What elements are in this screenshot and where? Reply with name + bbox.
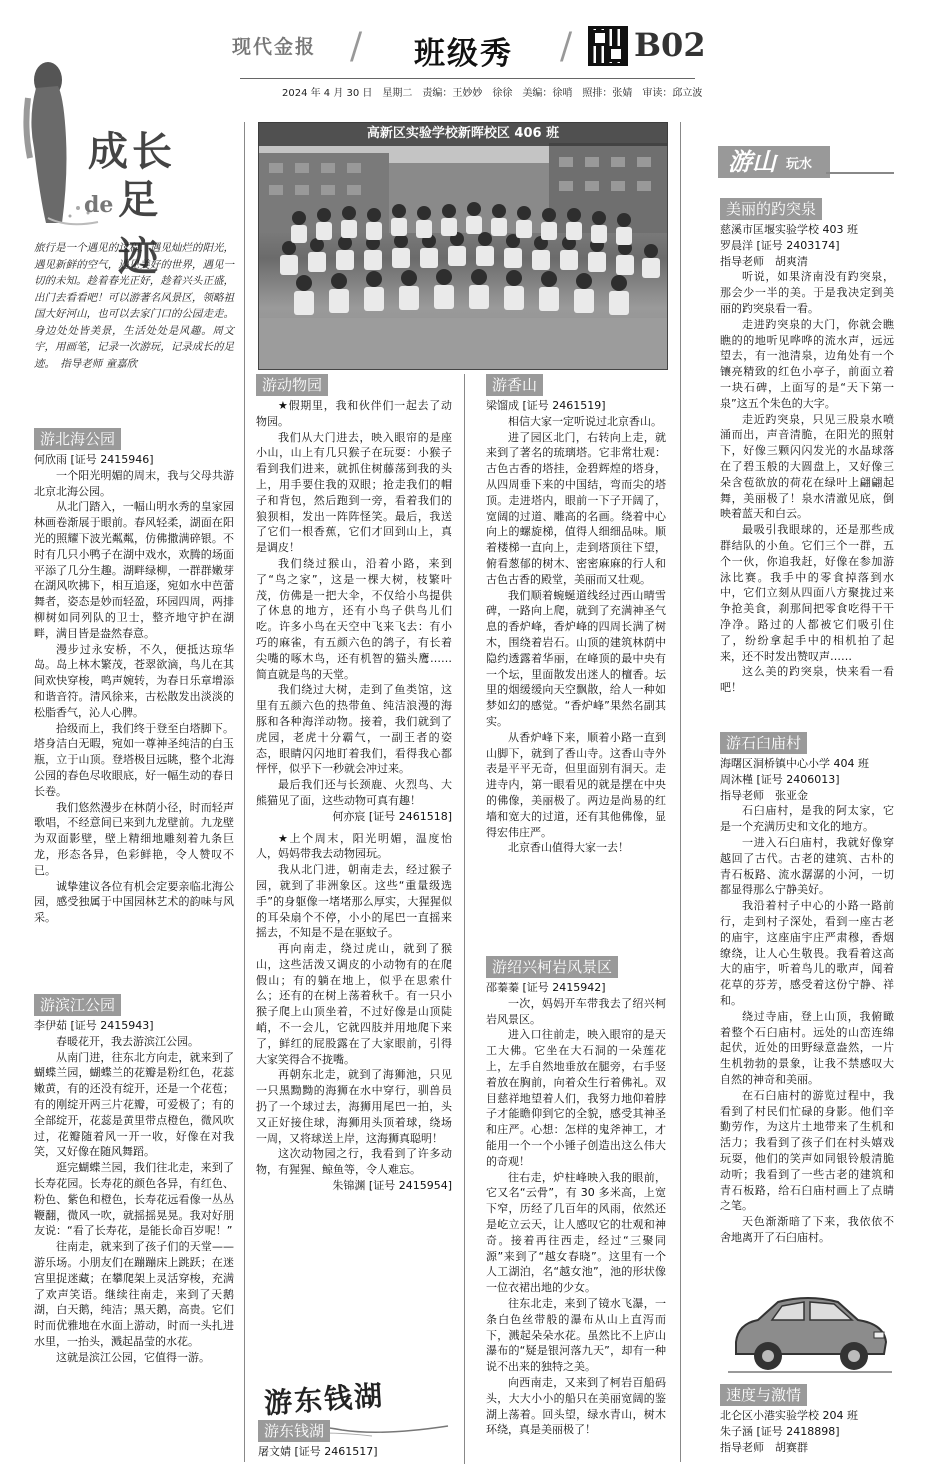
paragraph: 一个阳光明媚的周末，我与父母共游北京北海公园。 <box>34 468 234 498</box>
paragraph: 拾级而上，我们终于登至白塔脚下。塔身洁白无暇，宛如一尊神圣纯洁的白玉瓶，立于山顶。登塔极目远眺，整个北海公园的春色尽收眼底，好一幅生动的春日长卷。 <box>34 721 234 798</box>
byline-author: 罗晨洋 [证号 2403174] <box>720 238 840 252</box>
page-title: 班级秀 <box>414 36 513 72</box>
article-shaoxing <box>486 956 666 1438</box>
section-tag-binjiang: 游滨江公园 <box>34 994 121 1016</box>
paragraph: 听说，如果济南没有趵突泉，那会少一半的美。于是我决定到美丽的趵突泉看一看。 <box>720 270 894 315</box>
paragraph: 我们顺着蜿蜒道线经过西山晴雪碑，一路向上爬，就到了充满神圣气息的香炉峰，香炉峰的四周长满了树木，围绕着岩石。山顶的建筑林荫中隐约透露着华丽，在峰顶的最中央有一个坛，里面散发出迷人的檀香。坛里的烟缓缓向天空飘散，给人一种如梦如幻的感觉。“香炉峰”果然名副其实。 <box>486 588 666 728</box>
paragraph: ★上个周末，阳光明媚，温度怡人，妈妈带我去动物园玩。 <box>256 831 452 861</box>
paragraph: 在石臼庙村的游览过程中，我看到了村民们忙碌的身影。他们辛勤劳作，为这片土地带来了生机和活力；我看到了孩子们在村头嬉戏玩耍，他们的笑声如同银铃般清脆动听；我看到了一些古老的建筑和青石板路，给石臼庙村画上了点睛之笔。 <box>720 1088 894 1213</box>
byline-teacher: 指导老师 胡爽清 <box>720 254 808 268</box>
article-beihai <box>34 428 234 926</box>
title-de: de <box>84 192 114 218</box>
title-growth: 成长 <box>88 128 176 175</box>
paragraph: 相信大家一定听说过北京香山。 <box>508 414 662 428</box>
section-tag-baotuquan: 美丽的趵突泉 <box>720 198 822 220</box>
byline-teacher: 指导老师 胡赛群 <box>720 1440 808 1454</box>
paragraph: 我们从大门进去，映入眼帘的是座小山，山上有几只猴子在玩耍：小猴子看到我们进来，就抓住树藤荡到我的头上，用手要住我的双眼；抢走我们的帽子和背包，然后跑到一旁，看着我们的狼狈相，发出一阵阵怪笑。最后，我送了它们一根香蕉，它们才回到山上，真是调皮！ <box>256 430 452 555</box>
paragraph: 北京香山值得大家一去！ <box>508 841 629 855</box>
byline: 邵蓁蓁 [证号 2415942] <box>486 981 606 994</box>
paragraph: 往南走，就来到了孩子们的天堂——游乐场。小朋友们在蹦蹦床上跳跃；在迷宫里捉迷藏；在攀爬架上灵活穿梭，充满了欢声笑语。继续往南走，来到了天鹅湖，白天鹅，纯洁；黑天鹅，高贵。它们时而优雅地在水面上游动，时而一头扎进水里，一抬头，溅起晶莹的水花。 <box>34 1240 234 1348</box>
page-code: B02 <box>634 26 706 64</box>
paragraph: 我们悠然漫步在林荫小径，时而轻声歌唱，不经意间已来到九龙壁前。九龙壁为双面影壁，壁上精细地雕刻着九条巨龙，形态各异，色彩鲜艳，令人赞叹不已。 <box>34 800 234 877</box>
paragraph: 一次，妈妈开车带我去了绍兴柯岩风景区。 <box>486 996 666 1026</box>
paragraph: 向西南走，又来到了柯岩百船码头，大大小小的船只在美丽宽阔的鉴湖上荡着。回头望，绿水青山，树木环绕，真是美丽极了！ <box>486 1375 666 1437</box>
paragraph: 绕过寺庙，登上山顶，我俯瞰着整个石臼庙村。远处的山峦连绵起伏，近处的田野绿意盎然，一片生机勃勃的景象，让我不禁感叹大自然的神奇和美丽。 <box>720 1009 894 1086</box>
section-tag-shaoxing: 游绍兴柯岩风景区 <box>486 956 618 978</box>
article-dongwuyuan <box>256 374 452 1194</box>
paragraph: 我们绕过猴山，沿着小路，来到了“鸟之家”，这是一棵大树，枝繁叶茂，仿佛是一把大伞，不仅给小鸟提供了休息的地方，还有小鸟子供鸟儿们吃。许多小鸟在天空中飞来飞去：有小巧的麻雀，有五颜六色的鸽子，有长着尖嘴的啄木鸟，还有机智的猫头鹰……简直就是鸟的天堂。 <box>256 556 452 681</box>
paragraph: 漫步过永安桥，不久，便抵达琼华岛。岛上林木繁茂，苍翠欲滴，鸟儿在其间欢快穿梭，鸣声婉转，为春日乐章增添和谐音符。清风徐来，古松散发出淡淡的松脂香气，沁人心脾。 <box>34 642 234 719</box>
column-divider <box>680 122 681 1462</box>
byline-school: 北仑区小港实验学校 204 班 <box>720 1409 858 1422</box>
class-group-photo <box>258 122 668 370</box>
article-sudu <box>720 1384 894 1455</box>
banner-rule <box>826 172 894 174</box>
paragraph: 这次动物园之行，我看到了许多动物，有猩猩、鲸鱼等，令人难忘。 <box>256 1147 452 1177</box>
column-divider <box>244 122 245 1462</box>
paragraph: 再朝东北走，就到了海狮池，只见一只黑黝黝的海狮在水中穿行，驯兽员扔了一个球过去，海狮用尾巴一拍，头又正好接住球，海狮用头顶着球，绕场一周，又将球送上岸，这海狮真聪明！ <box>256 1068 452 1145</box>
paragraph: 进入口往前走，映入眼帘的是天工大佛。它坐在大石洞的一朵莲花上，左手自然地垂放在腿旁，右手竖着放在胸前，向着众生行着佛礼。双目慈祥地望着人们，我努力地仰着脖子才能瞻仰到它的全貌，感受其神圣和庄严。心想：怎样的鬼斧神工，才能用一个一个小锤子创造出这么伟大的奇观！ <box>486 1028 666 1168</box>
paragraph: 进了园区北门，右转向上走，就来到了著名的琉璃塔。它非常壮观：古色古香的塔挂，金碧辉煌的塔身，从四周垂下来的中国结，弯而尖的塔顶。走进塔内，眼前一下子开阔了，宽阔的过道、雕高的名画。绕着中心向上的螺旋梯，值得人细细品味。顺着楼梯一直向上，走到塔顶往下望，俯看葱郁的树木、密密麻麻的行人和古色古香的殿堂，美丽而又壮观。 <box>486 430 666 586</box>
title-footprints: 足迹 <box>118 176 162 280</box>
paragraph: 再向南走，绕过虎山，就到了猴山，这些活泼又调皮的小动物有的在爬假山；有的躺在地上，似乎在思索什么；还有的在树上荡着秋千。有一只小猴子爬上山顶坐着，不过好像是山顶陡峭，不一会儿，它就四肢并用地爬下来了，鲜红的屁股露在了大家眼前，引得大家笑得合不拢嘴。 <box>256 942 452 1066</box>
paragraph: 这么美的趵突泉，快来看一看吧！ <box>720 665 894 695</box>
section-banner-youshan: 游山 <box>718 146 830 178</box>
signature: 何亦宸 [证号 2461518] <box>332 809 452 823</box>
article-xiangshan <box>486 374 666 856</box>
section-tag-beihai: 游北海公园 <box>34 428 121 450</box>
byline-author: 朱子涵 [证号 2418898] <box>720 1424 840 1438</box>
paragraph: 最吸引我眼球的，还是那些成群结队的小鱼。它们三个一群，五个一伙，你追我赶，好像在参加游泳比赛。我手中的零食掉落到水中，它们立刻从四面八方聚拢过来争抢美食，刹那间把零食吃得干干净净。路过的人都被它们吸引住了，纷纷拿起手中的相机拍了起来，还不时发出赞叹声…… <box>720 523 894 663</box>
header-slash: / <box>350 26 363 67</box>
section-banner-sub: 玩水 <box>786 157 813 172</box>
paragraph: 春暖花开，我去游滨江公园。 <box>56 1034 199 1048</box>
newspaper-name: 现代金报 <box>232 36 317 58</box>
class-photo-scene <box>259 123 668 370</box>
byline-author: 周沐槿 [证号 2406013] <box>720 772 840 786</box>
page-credits: 2024 年 4 月 30 日 星期二 责编：王妙妙 徐徐 美编：徐哨 照排：张婧 审读：邱立波 <box>282 88 703 99</box>
paragraph: 往东北走，来到了镜水飞瀑，一条白色丝带般的瀑布从山上直泻而下，溅起朵朵水花。虽然比不上庐山瀑布的“疑是银河落九天”，却有一种说不出来的独特之美。 <box>486 1296 666 1374</box>
car-drawing <box>728 1272 892 1380</box>
qr-code-icon[interactable] <box>588 26 628 66</box>
paragraph: 一进入石臼庙村，我就好像穿越回了古代。古老的建筑、古朴的青石板路、流水潺潺的小河，一切都显得那么宁静美好。 <box>720 835 894 897</box>
byline: 梁馏成 [证号 2461519] <box>486 399 606 412</box>
paragraph: 最后我们还与长颈鹿、火烈鸟、大熊猫见了面，这些动物可真有趣！ <box>256 778 452 807</box>
paragraph: 我们绕过大树，走到了鱼类馆，这里有五颜六色的热带鱼、纯洁浪漫的海豚和各种海洋动物。接着，我们就到了虎园，老虎十分霸气，一副王者的姿态，眼睛闪闪地盯着我们，看得我心都怦怦，似乎下一秒就会冲过来。 <box>256 683 452 776</box>
header-slash: / <box>560 26 573 67</box>
column-intro: 旅行是一个遇见的过程，遇见灿烂的阳光，遇见新鲜的空气，遇见美好的世界，遇见一切的未知。趁着春光正好，趁着兴头正盛，出门去看看吧！可以游著名风景区，领略祖国大好河山，也可以去家门口的公园走走。身边处处皆美景，生活处处是风趣。周文宇，用画笔，记录一次游玩，记录成长的足迹。 指导老师 童嘉欣 <box>34 242 234 370</box>
section-tag-sudu: 速度与激情 <box>720 1384 807 1406</box>
paragraph: 我从北门进，朝南走去，经过猴子园，就到了非洲象区。这些“重量级选手”的身躯像一堵堵那么厚实，大猩猩似的耳朵扇个不停，小小的尾巴一直摇来摇去，不知是不是在驱蚊子。 <box>256 863 452 940</box>
paragraph: 走近趵突泉，只见三股泉水喷涌而出，声音清脆，在阳光的照射下，好像三颗闪闪发光的水晶球落在了碧玉般的大圆盘上，又好像三朵含苞欲放的荷花在绿叶上翩翩起舞，美丽极了！泉水清澈见底，倒映着蓝天和白云。 <box>720 412 894 521</box>
paragraph: 往右走，炉柱峰映入我的眼前，它又名“云骨”，有 30 多米高，上宽下窄，历经了几百年的风雨，依然还是屹立云天，让人感叹它的壮观和神奇。接着再往西走，经过“三聚同源”来到了“越女春晓”。这里有一个人工湖泊，名“越女池”，池的形状像一位衣裙出地的少女。 <box>486 1170 666 1295</box>
signature: 朱锦渊 [证号 2415954] <box>332 1179 452 1193</box>
byline-school: 慈溪市匡堰实验学校 403 班 <box>720 223 858 236</box>
paragraph: 天色渐渐暗了下来，我依依不舍地离开了石臼庙村。 <box>720 1215 894 1244</box>
section-tag-zoo: 游动物园 <box>256 374 328 396</box>
byline: 何欣雨 [证号 2415946] <box>34 453 154 466</box>
section-tag-dongqian: 游东钱湖 <box>258 1420 330 1442</box>
paragraph: 这就是滨江公园，它值得一游。 <box>56 1350 210 1364</box>
paragraph: 诚挚建议各位有机会定要亲临北海公园，感受独属于中国园林艺术的韵味与风采。 <box>34 879 234 925</box>
header-divider <box>240 78 695 79</box>
byline-teacher: 指导老师 张亚金 <box>720 788 808 802</box>
paragraph: 从香炉峰下来，顺着小路一直到山脚下，就到了香山寺。这香山寺外表是平平无奇，但里面别有洞天。走进寺内，第一眼看见的就是摆在中央的佛像，美丽极了。两边是尚易的红墙和宽大的过道，还有其他佛像，显得宏伟庄严。 <box>486 730 666 839</box>
paragraph: 走进趵突泉的大门，你就会瞧瞧的的地听见哗哗的流水声，远远望去，有一池清泉，边角处有一个镶亮精致的红色小亭子，前面立着一块石碑，上面写的是“天下第一泉”这五个朱色的大字。 <box>720 317 894 410</box>
growth-footprints-title <box>84 120 176 280</box>
byline-school: 海曙区洞桥镇中心小学 404 班 <box>720 757 869 770</box>
article-binjiang <box>34 994 234 1366</box>
byline: 李伊茹 [证号 2415943] <box>34 1019 154 1032</box>
column-divider <box>464 374 465 1464</box>
photo-caption: 高新区实验学校新晖校区 406 班 <box>258 122 668 146</box>
article-shijiu <box>720 732 894 1246</box>
section-tag-xiangshan: 游香山 <box>486 374 543 396</box>
article-dongqian <box>258 1420 378 1460</box>
paragraph: 石臼庙村，是我的阿太家，它是一个充满历史和文化的地方。 <box>720 804 894 834</box>
paragraph: 逛完蝴蝶兰园，我们往北走，来到了长寿花园。长寿花的颜色各异，有红色、粉色、紫色和橙色，长寿花远看像一丛丛鞭翻，微风一吹，就摇摇晃晃。我对好朋友说：“看了长寿花，是能长命百岁呢！” <box>34 1161 234 1238</box>
paragraph: 从北门踏入，一幅山明水秀的皇家园林画卷渐展于眼前。春风轻柔，湖面在阳光的照耀下波光粼粼，仿佛撒满碎银。不时有几只小鸭子在湖中戏水，欢腾的场面平添了几分生趣。湖畔绿柳，一群群嫩芽在湖风吹拂下，相互追逐，宛如水中芭蕾舞者，姿态是妙而轻盈，环园四周，两排柳树如同列队的卫士，整齐地守护在湖畔，满目皆是盎然春意。 <box>34 500 234 640</box>
dongqian-art-title: 游东钱湖 <box>263 1378 386 1421</box>
paragraph: 从南门进，往东北方向走，就来到了蝴蝶兰园，蝴蝶兰的花瓣是粉红色，花蕊嫩黄，有的还没有绽开，还是一个花苞；有的刚绽开两三片花瓣，可爱极了；有的全部绽开，花蕊是黄里带点橙色，微风吹过，花瓣随着风一开一收，好像在对我笑，又好像在随风舞蹈。 <box>34 1050 234 1159</box>
paragraph: 我沿着村子中心的小路一路前行，走到村子深处，看到一座古老的庙宇，这座庙宇庄严肃穆，香烟缭绕，让人心生敬畏。我看着这高大的庙宇，听着鸟儿的歌声，闻着花草的芬芳，感受着这份宁静、祥和。 <box>720 899 894 1007</box>
article-baotuquan <box>720 198 894 696</box>
section-tag-shijiu: 游石臼庙村 <box>720 732 807 754</box>
paragraph: ★假期里，我和伙伴们一起去了动物园。 <box>256 399 452 428</box>
byline: 屠文婧 [证号 2461517] <box>258 1445 378 1458</box>
